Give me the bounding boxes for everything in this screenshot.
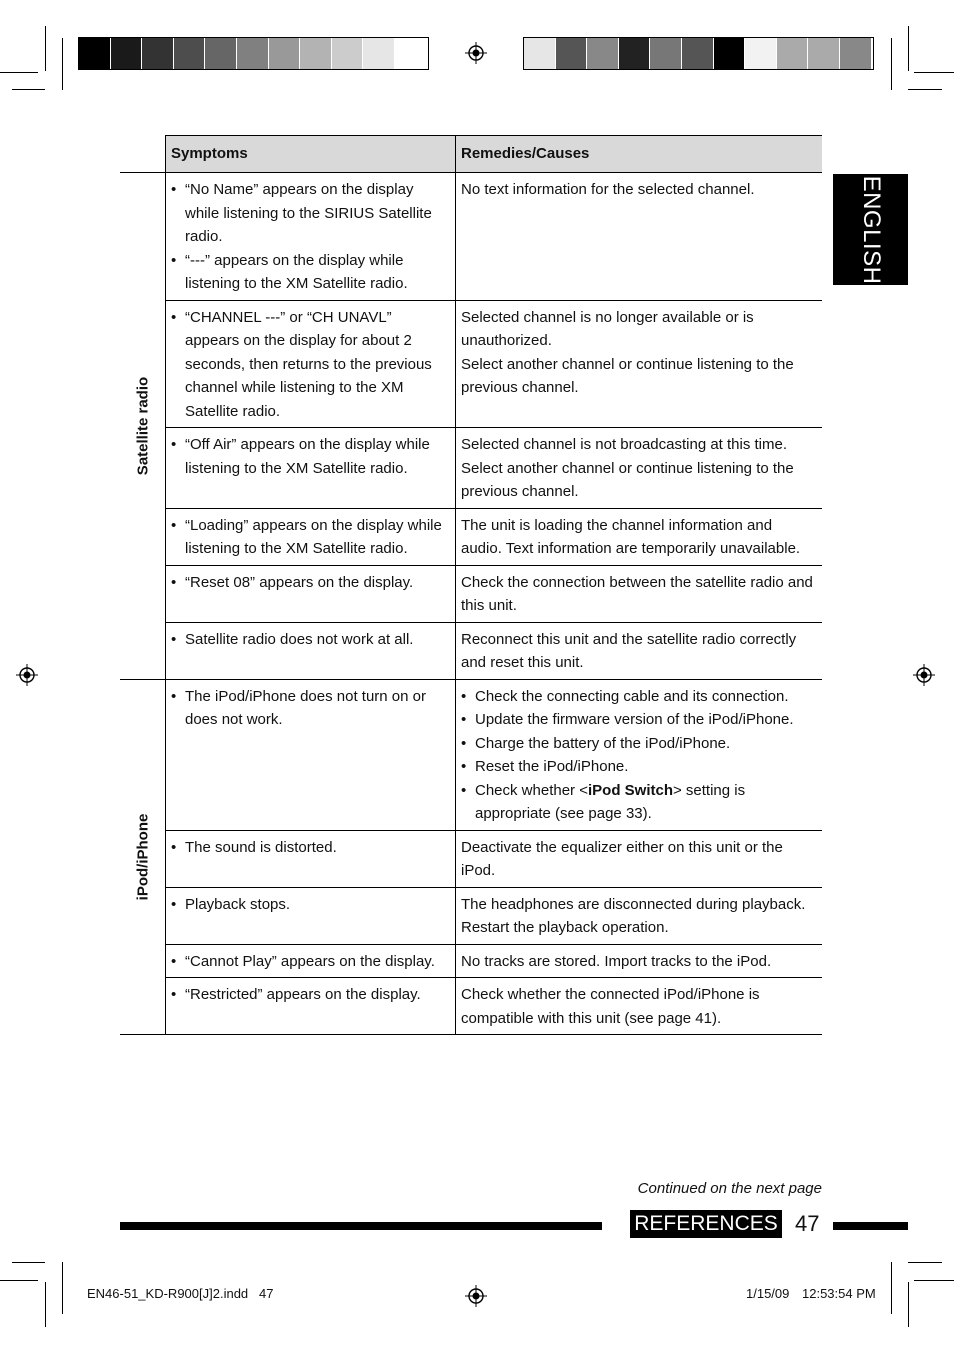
crop-mark xyxy=(45,1282,46,1327)
remedy-cell: Check the connection between the satellite radio and this unit. xyxy=(456,565,823,622)
remedy-text: > setting is appropriate (see page 33). xyxy=(475,781,746,822)
crop-mark xyxy=(908,1282,909,1327)
color-calibration-bar-left xyxy=(78,37,429,70)
symptom-cell xyxy=(166,173,456,301)
table-row xyxy=(120,173,822,301)
symptom-item: • The iPod/iPhone does not turn on or does not work. xyxy=(185,685,450,732)
registration-mark-icon xyxy=(913,664,935,686)
color-swatch xyxy=(111,38,143,69)
remedy-cell: Check whether the connected iPod/iPhone is compatible with this unit (see page 41). xyxy=(456,978,823,1035)
crop-mark xyxy=(891,38,892,90)
remedy-item xyxy=(475,779,817,826)
color-swatch xyxy=(142,38,174,69)
symptom-item: • “No Name” appears on the display while listening to the SIRIUS Satellite radio. xyxy=(185,178,450,249)
color-swatch xyxy=(269,38,301,69)
symptom-item: • “Cannot Play” appears on the display. xyxy=(185,950,450,974)
remedy-cell: Selected channel is no longer available or is unauthorized. Select another channel or continue listening to the previous channel. xyxy=(456,300,823,428)
table-row xyxy=(120,428,822,509)
color-swatch xyxy=(300,38,332,69)
crop-mark xyxy=(0,1280,38,1281)
page-number: 47 xyxy=(795,1211,820,1236)
color-swatch xyxy=(174,38,206,69)
symptom-cell xyxy=(166,944,456,978)
color-swatch xyxy=(840,38,872,69)
crop-mark xyxy=(45,26,46,71)
symptom-item: • “Reset 08” appears on the display. xyxy=(185,571,450,595)
color-swatch xyxy=(587,38,619,69)
category-cell xyxy=(120,679,166,1035)
remedy-cell: The headphones are disconnected during playback. Restart the playback operation. xyxy=(456,887,823,944)
color-swatch xyxy=(205,38,237,69)
footer-rule-left xyxy=(120,1222,602,1230)
symptom-cell xyxy=(166,830,456,887)
table-row xyxy=(120,300,822,428)
registration-mark-icon xyxy=(465,42,487,64)
symptom-item: • “CHANNEL ---” or “CH UNAVL” appears on the display for about 2 seconds, then returns to the previous channel while listening to the XM Satellite radio. xyxy=(185,306,450,424)
remedy-cell xyxy=(456,679,823,830)
symptom-cell xyxy=(166,978,456,1035)
table-row xyxy=(120,944,822,978)
crop-mark xyxy=(914,72,954,73)
table-row xyxy=(120,508,822,565)
crop-mark xyxy=(891,1262,892,1314)
color-swatch xyxy=(619,38,651,69)
color-swatch xyxy=(745,38,777,69)
symptom-item: • Playback stops. xyxy=(185,893,450,917)
continued-note: Continued on the next page xyxy=(637,1180,822,1197)
color-swatch xyxy=(332,38,364,69)
color-calibration-bar-right xyxy=(523,37,874,70)
category-label: iPod/iPhone xyxy=(133,813,151,901)
symptom-item: • “---” appears on the display while listening to the XM Satellite radio. xyxy=(185,249,450,296)
color-swatch xyxy=(556,38,588,69)
crop-mark xyxy=(62,1262,63,1314)
language-tab-label: ENGLISH xyxy=(857,175,885,284)
remedy-item: • Check the connecting cable and its connection. xyxy=(475,685,817,709)
remedy-cell: The unit is loading the channel information and audio. Text information are temporarily unavailable. xyxy=(456,508,823,565)
symptom-item: • “Off Air” appears on the display while listening to the XM Satellite radio. xyxy=(185,433,450,480)
color-swatch xyxy=(237,38,269,69)
remedy-item: • Charge the battery of the iPod/iPhone. xyxy=(475,732,817,756)
print-date: 1/15/09 xyxy=(746,1286,790,1301)
color-swatch xyxy=(395,38,427,69)
crop-mark xyxy=(62,38,63,90)
color-swatch xyxy=(79,38,111,69)
crop-mark xyxy=(0,72,38,73)
table-row xyxy=(120,679,822,830)
crop-mark xyxy=(12,1262,45,1263)
setting-name: iPod Switch xyxy=(587,781,673,799)
category-label: Satellite radio xyxy=(133,376,151,475)
remedy-cell: No text information for the selected channel. xyxy=(456,173,823,301)
remedy-item: • Reset the iPod/iPhone. xyxy=(475,755,817,779)
symptom-cell xyxy=(166,508,456,565)
table-row xyxy=(120,978,822,1035)
symptom-cell xyxy=(166,300,456,428)
registration-mark-icon xyxy=(16,664,38,686)
symptom-item: • “Loading” appears on the display while listening to the XM Satellite radio. xyxy=(185,514,450,561)
language-tab xyxy=(833,174,908,285)
color-swatch xyxy=(714,38,746,69)
category-header-blank xyxy=(120,136,166,173)
symptom-cell xyxy=(166,887,456,944)
symptom-item: • “Restricted” appears on the display. xyxy=(185,983,450,1007)
category-cell xyxy=(120,173,166,680)
color-swatch xyxy=(363,38,395,69)
remedy-text: Check whether < xyxy=(475,781,588,799)
file-slug: EN46-51_KD-R900[J]2.indd 47 xyxy=(87,1286,274,1301)
symptom-cell xyxy=(166,565,456,622)
remedy-cell: Reconnect this unit and the satellite radio correctly and reset this unit. xyxy=(456,622,823,679)
table-row xyxy=(120,565,822,622)
crop-mark xyxy=(908,89,942,90)
remedy-cell: Deactivate the equalizer either on this unit or the iPod. xyxy=(456,830,823,887)
table-row xyxy=(120,622,822,679)
remedies-header: Remedies/Causes xyxy=(456,136,823,173)
crop-mark xyxy=(908,26,909,71)
remedy-cell: Selected channel is not broadcasting at this time. Select another channel or continue listening to the previous channel. xyxy=(456,428,823,509)
color-swatch xyxy=(524,38,556,69)
remedy-item: • Update the firmware version of the iPod/iPhone. xyxy=(475,708,817,732)
color-swatch xyxy=(650,38,682,69)
color-swatch xyxy=(682,38,714,69)
remedy-cell: No tracks are stored. Import tracks to the iPod. xyxy=(456,944,823,978)
table-row xyxy=(120,887,822,944)
crop-mark xyxy=(12,89,45,90)
table-row xyxy=(120,830,822,887)
crop-mark xyxy=(908,1262,942,1263)
color-swatch xyxy=(808,38,840,69)
symptom-item: • Satellite radio does not work at all. xyxy=(185,628,450,652)
crop-mark xyxy=(914,1280,954,1281)
troubleshooting-table xyxy=(120,135,822,1035)
symptom-item: • The sound is distorted. xyxy=(185,836,450,860)
symptoms-header: Symptoms xyxy=(166,136,456,173)
print-time: 12:53:54 PM xyxy=(802,1286,876,1301)
registration-mark-icon xyxy=(465,1285,487,1307)
symptom-cell xyxy=(166,679,456,830)
symptom-cell xyxy=(166,622,456,679)
color-swatch xyxy=(777,38,809,69)
symptom-cell xyxy=(166,428,456,509)
section-label: REFERENCES xyxy=(630,1210,782,1238)
footer-rule-right xyxy=(833,1222,908,1230)
